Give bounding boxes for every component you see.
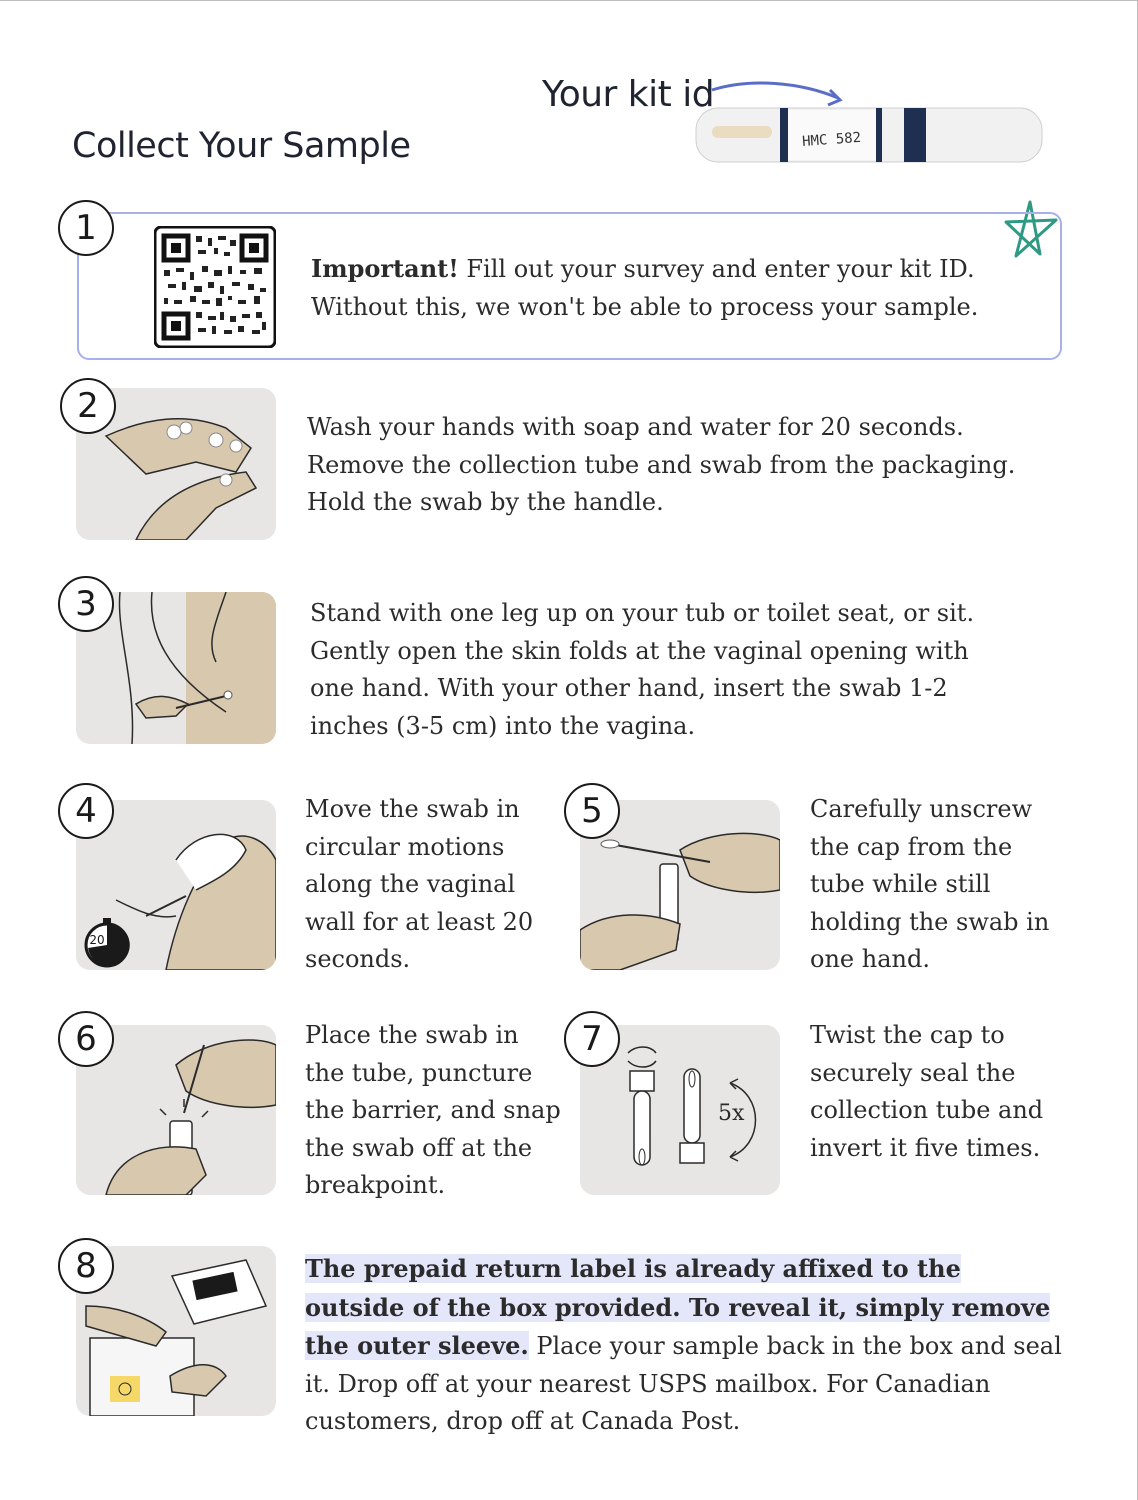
timer-label: 20	[89, 933, 105, 947]
step-2-number: 2	[60, 378, 116, 434]
step-1-body: Fill out your survey and enter your kit ID. Without this, we won't be able to process your sample.	[311, 255, 979, 321]
step-8-highlight: The prepaid return label is already affixed to the outside of the box provided. To reveal it, simply remove the outer sleeve.	[305, 1254, 1051, 1360]
svg-text:HMC 582: HMC 582	[801, 129, 862, 150]
invert-count-label: 5x	[718, 1101, 745, 1126]
step-1-number: 1	[58, 200, 114, 256]
step-2-text: Wash your hands with soap and water for 20 seconds. Remove the collection tube and swab from the packaging. Hold the swab by the handle.	[307, 413, 1016, 516]
step-7-number: 7	[564, 1011, 620, 1067]
pointer-arrow-icon	[712, 83, 838, 98]
step-3-text: Stand with one leg up on your tub or toilet seat, or sit. Gently open the skin folds at the vaginal opening with one hand. With your other hand, insert the swab 1-2 inches (3-5 cm) into the vagina.	[310, 599, 975, 740]
step-6-text: Place the swab in the tube, puncture the barrier, and snap the swab off at the breakpoint.	[305, 1021, 561, 1199]
step-3-number: 3	[58, 576, 114, 632]
step-1-text	[311, 250, 1031, 326]
step-8-number: 8	[58, 1238, 114, 1294]
step-7-text: Twist the cap to securely seal the collection tube and invert it five times.	[810, 1021, 1044, 1162]
step-5-number: 5	[564, 783, 620, 839]
step-5-text: Carefully unscrew the cap from the tube while still holding the swab in one hand.	[810, 795, 1050, 973]
qr-code-icon[interactable]	[154, 226, 276, 348]
step-6-number: 6	[58, 1011, 114, 1067]
page-title: Collect Your Sample	[72, 126, 411, 166]
step-8-body: Place your sample back in the box and seal it. Drop off at your nearest USPS mailbox. For Canadian customers, drop off at Canada Post.	[305, 1332, 1062, 1435]
kit-id-label: Your kit id	[542, 74, 715, 115]
step-8-text	[305, 1250, 1065, 1441]
page-border-top	[0, 0, 1138, 1]
step-4-text: Move the swab in circular motions along the vaginal wall for at least 20 seconds.	[305, 795, 534, 973]
step-1-emphasis: Important!	[311, 254, 459, 283]
kit-tube-illustration	[690, 78, 1050, 178]
step-4-number: 4	[58, 783, 114, 839]
